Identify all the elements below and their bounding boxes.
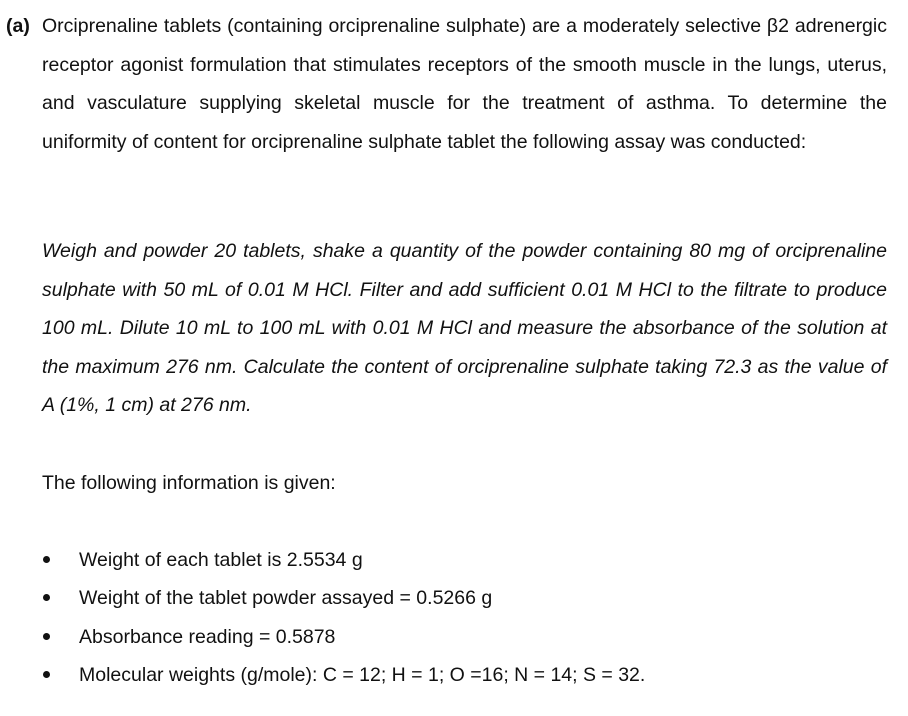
list-item: [0, 541, 908, 579]
list-item-text: Weight of each tablet is 2.5534 g: [79, 549, 363, 571]
question-label: (a): [6, 15, 30, 37]
list-item-text: Molecular weights (g/mole): C = 12; H = 1; O =16; N = 14; S = 32.: [79, 663, 646, 686]
bullet-icon: [43, 671, 50, 678]
intro-paragraph: Orciprenaline tablets (containing orciprenaline sulphate) are a moderately selective β2 adrenergic receptor agonist formulation that stimulates receptors of the smooth muscle in the lungs, uterus, and vasculature supplying skeletal muscle for the treatment of asthma. To determine the uniformity of content for orciprenaline sulphate tablet the following assay was conducted:: [42, 15, 887, 153]
list-item-text: Absorbance reading = 0.5878: [79, 625, 336, 648]
given-info-heading: The following information is given:: [42, 472, 336, 494]
list-item: [0, 579, 908, 617]
assay-procedure-paragraph: Weigh and powder 20 tablets, shake a quantity of the powder containing 80 mg of orciprenaline sulphate with 50 mL of 0.01 M HCl. Filter and add sufficient 0.01 M HCl to the filtrate to produce 100 mL. Dilute 10 mL to 100 mL with 0.01 M HCl and measure the absorbance of the solution at the maximum 276 nm. Calculate the content of orciprenaline sulphate taking 72.3 as the value of A (1%, 1 cm) at 276 nm.: [42, 240, 887, 416]
bullet-icon: [43, 594, 50, 601]
bullet-icon: [43, 633, 50, 640]
given-info-list: [0, 541, 908, 694]
list-item-text: Weight of the tablet powder assayed = 0.5266 g: [79, 587, 493, 610]
list-item: [0, 618, 908, 656]
bullet-icon: [43, 556, 50, 563]
list-item: [0, 656, 908, 694]
